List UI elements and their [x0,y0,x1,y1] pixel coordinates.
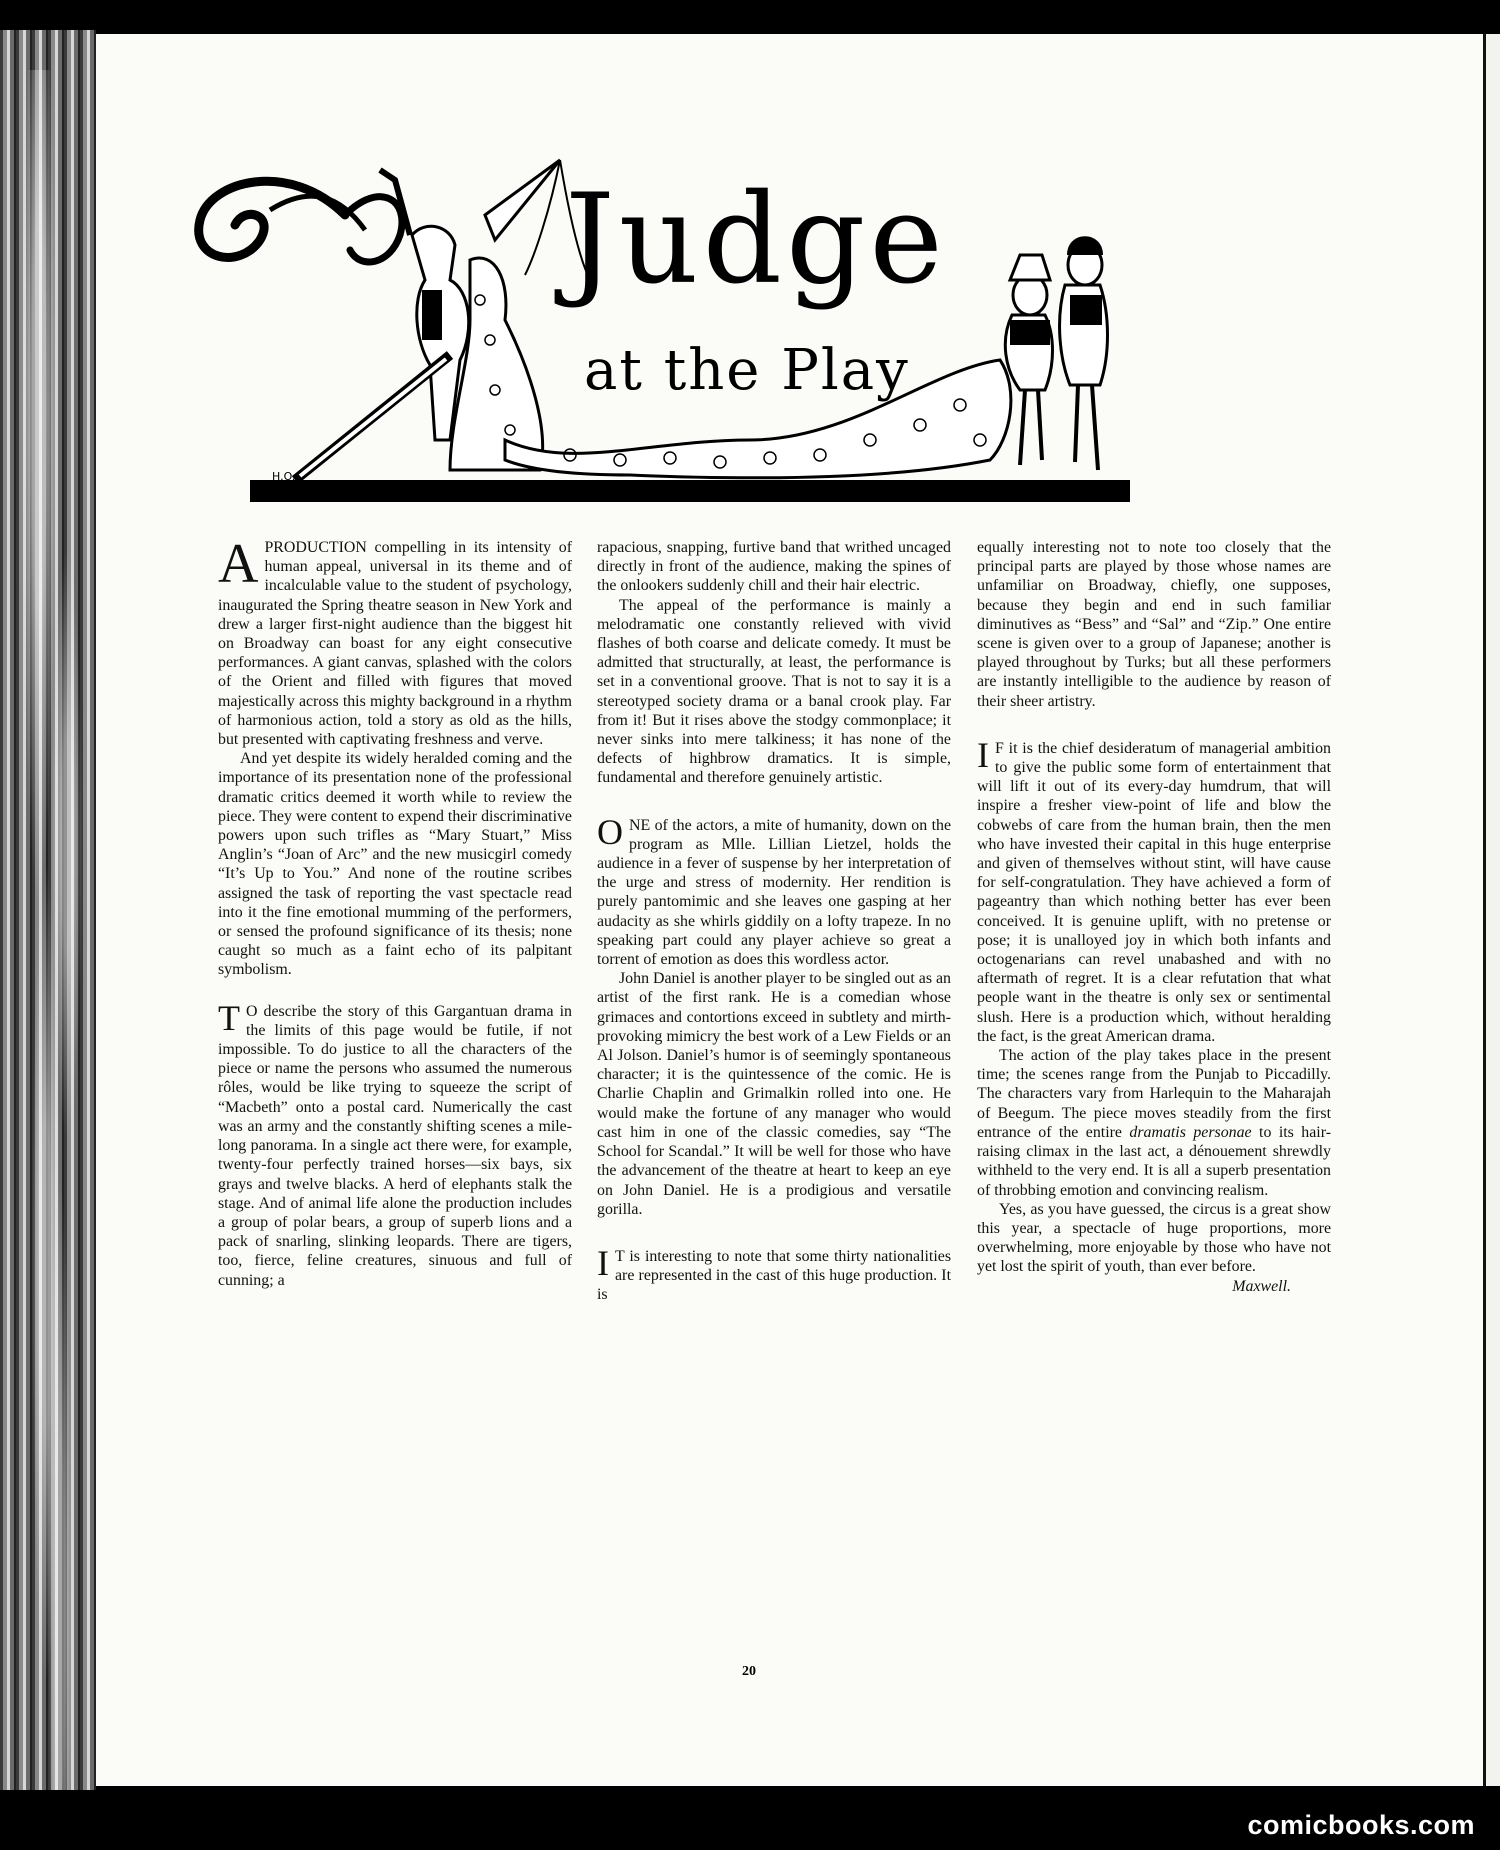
paragraph: John Daniel is another player to be singled out as an artist of the first rank. He is a comedian whose grimaces and contortions exceed in subtlety and mirth-provoking mimicry the best work of a Lew Fields or an Al Jolson. Daniel’s humor is of seemingly spontaneous character; it is the quintessence of the comic. He is Charlie Chaplin and Grimalkin rolled into one. He would make the fortune of any manager who would cast him in one of the classic comedies, say “The School for Scandal.” It will be well for those who have the advancement of the theatre at heart to keep an eye on John Daniel. He is a prodigious and versatile gorilla. [597,970,951,1218]
page-number: 20 [742,1664,756,1679]
artist-signature: H.O. [272,470,296,483]
author-signature: Maxwell. [1232,1277,1291,1295]
drop-cap: T [218,997,240,1038]
paragraph: The action of the play takes place in the present time; the scenes range from the Punjab to Piccadilly. The characters vary from Harlequin to the Maharajah of Beegum. The piece moves steadily from the first entrance of the entire dramatis personae to its hair-raising climax in the last act, a dénouement shrewdly withheld to the very end. It is all a superb presentation of throbbing emotion and convincing realism. [977,1047,1331,1199]
facing-page-edge [1483,34,1500,1786]
article-column-3 [977,538,1331,1296]
article-column-1 [218,533,572,1290]
paragraph: equally interesting not to note too closely that the principal parts are played by those whose names are unfamiliar on Broadway, chiefly, one supposes, because they begin and end in such familiar diminutives as “Bess” and “Sal” and “Zip.” One entire scene is given over to a group of Japanese; another is played throughout by Turks; but all these performers are instantly intelligible to the audience by reason of their sheer artistry. [977,539,1331,710]
drop-cap: O [597,811,623,852]
paragraph: The appeal of the performance is mainly a melodramatic one constantly relieved with vivid flashes of both coarse and delicate comedy. It must be admitted that structurally, at least, the performance is set in a conventional groove. That is not to say it is a stereotyped society drama or a banal crook play. Far from it! But it rises above the stodgy commonplace; it never sinks into mere talkiness; it has none of the defects of highbrow dramatics. It is simple, fundamental and therefore genuinely artistic. [597,596,951,787]
title-at-the-play: at the Play [584,338,910,403]
site-watermark: comicbooks.com [1247,1810,1475,1840]
paragraph: And yet despite its widely heralded coming and the importance of its presentation none of the professional dramatic critics deemed it worth while to review the piece. They were content to expend their discriminative powers upon such trifles as “Mary Stuart,” Miss Anglin’s “Joan of Arc” and the new musicgirl comedy “It’s Up to You.” And none of the routine scribes assigned the task of reporting the vast spectacle read into it the fine emotional mumming of the performers, or sensed the profound significance of its thesis; none caught so much as a faint echo of its palpitant symbolism. [218,750,572,979]
title-judge: Judge [565,168,947,312]
drop-cap: I [977,734,989,775]
article-column-2 [597,538,951,1305]
paragraph: I T is interesting to note that some thirty nationalities are represented in the cast of this huge production. It is [597,1242,951,1304]
paragraph: I F it is the chief desideratum of managerial ambition to give the public some form of entertainment that will lift it out of its every-day humdrum, that will inspire a fresher view-point of life and blow the cobwebs of care from the human brain, then the men who have invested their capital in this huge enterprise and given of themselves without stint, will have cause for self-congratulation. They have achieved a form of pageantry than which nothing better has ever been conceived. It is genuine uplift, with no pretense or pose; it is unalloyed joy in which both infants and octogenarians can revel unabashed and with no aftermath of regret. It is a clear refutation that what people want in the theatre is only sex or sentimental slush. Here is a production which, without heralding the fact, is the great American drama. [977,734,1331,1045]
drop-cap: I [597,1242,609,1283]
paragraph: ONE of the actors, a mite of humanity, down on the program as Mlle. Lillian Lietzel, holds the audience in a fever of suspense by her interpretation of the urge and stress of modernity. Her rendition is purely pantomimic and she leaves one gasping at her audacity as she whirls giddily on a lofty trapeze. In no speaking part could any player achieve so great a torrent of emotion as does this wordless actor. [597,811,951,969]
paragraph: rapacious, snapping, furtive band that writhed uncaged directly in front of the audience, making the spines of the onlookers suddenly chill and their hair electric. [597,539,951,595]
spine-marbling [18,70,88,1790]
italic-phrase: dramatis personae [1129,1123,1252,1141]
paragraph: APRODUCTION compelling in its intensity of human appeal, universal in its theme and of incalculable value to the student of psychology, inaugurated the Spring theatre season in New York and drew a larger first-night audience than the biggest hit on Broadway can boast for any eight consecutive performances. A giant canvas, splashed with the colors of the Orient and filled with figures that moved majestically across this mighty background in a rhythm of harmonious action, told a story as old as the hills, but presented with captivating freshness and verve. [218,533,572,749]
paragraph: Yes, as you have guessed, the circus is a great show this year, a spectacle of huge proportions, more overwhelming, more enjoyable by those who have not yet lost the spirit of youth, than ever before. [977,1200,1331,1276]
drop-cap: A [218,533,259,595]
book-spine-edge [0,30,96,1790]
paragraph: T O describe the story of this Gargantuan drama in the limits of this page would be futile, if not impossible. To do justice to all the characters of the piece or name the persons who assumed the numerous rôles, would be like trying to squeeze the script of “Macbeth” onto a postal card. Numerically the cast was an army and the constantly shifting scenes a mile-long panorama. In a single act there were, for example, twenty-four perfectly trained horses—six bays, six grays and twelve blacks. A herd of elephants stalk the stage. And of animal life alone the production includes a group of polar bears, a group of superb lions and a pack of snarling, slinking leopards. There are tigers, too, fierce, feline creatures, sinuous and full of cunning; a [218,997,572,1289]
